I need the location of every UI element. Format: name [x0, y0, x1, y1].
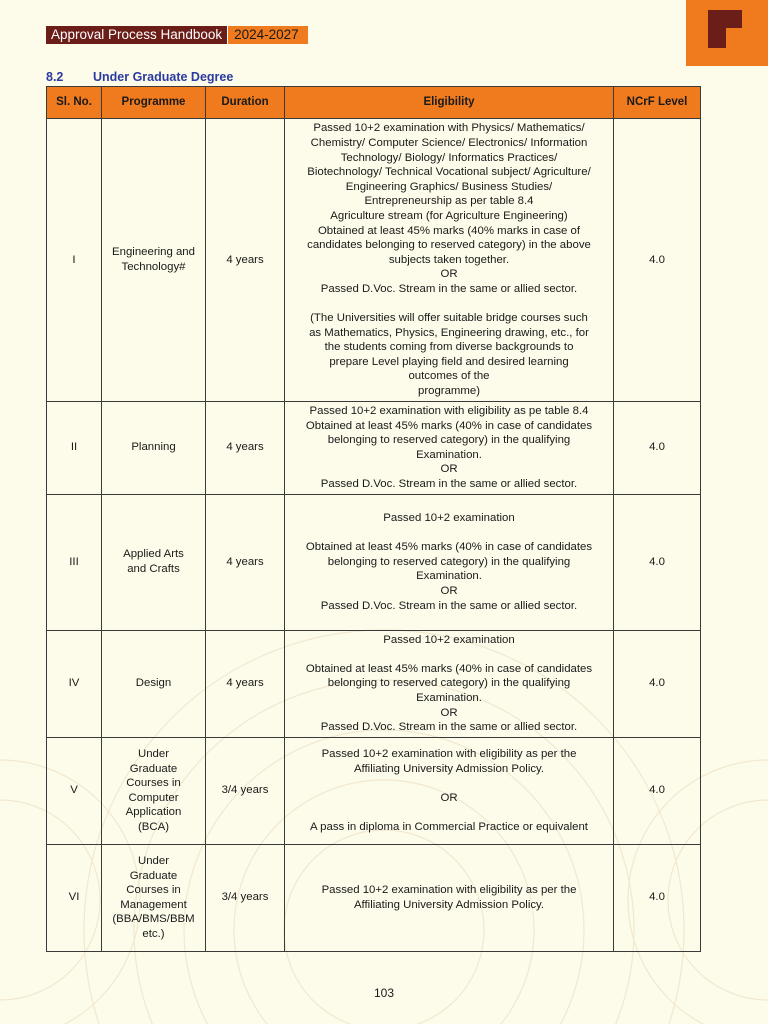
- cell-sl-no: II: [47, 402, 102, 495]
- col-header-eligibility: Eligibility: [285, 87, 614, 119]
- table-row: [47, 844, 701, 951]
- table-header-row: [47, 87, 701, 119]
- cell-eligibility: [285, 494, 614, 630]
- eligibility-line: Passed 10+2 examination with eligibility as per the: [321, 884, 577, 897]
- eligibility-line: the students coming from diverse backgrounds to: [324, 341, 574, 354]
- col-header-sl-no: Sl. No.: [47, 87, 102, 119]
- cell-ncrf-level: 4.0: [614, 630, 701, 737]
- eligibility-line: [289, 296, 609, 311]
- cell-eligibility: [285, 119, 614, 402]
- cell-ncrf-level: 4.0: [614, 844, 701, 951]
- col-header-programme: Programme: [102, 87, 206, 119]
- eligibility-line: Examination.: [416, 570, 482, 583]
- eligibility-line: Entrepreneurship as per table 8.4: [364, 195, 534, 208]
- programme-line: Under: [137, 854, 170, 867]
- eligibility-line: Obtained at least 45% marks (40% in case of candidates: [305, 541, 593, 554]
- programme-line: etc.): [142, 927, 165, 940]
- eligibility-line: Passed 10+2 examination with Physics/ Mathematics/: [313, 122, 585, 135]
- programme-line: Design: [135, 677, 172, 690]
- eligibility-line: OR: [440, 584, 458, 597]
- cell-eligibility: [285, 402, 614, 495]
- programme-line: Computer: [128, 791, 179, 804]
- cell-eligibility: [285, 844, 614, 951]
- programme-line: (BCA): [137, 820, 169, 833]
- cell-programme: [102, 402, 206, 495]
- eligibility-line: [289, 805, 609, 820]
- eligibility-line: belonging to reserved category) in the qualifying: [327, 434, 571, 447]
- cell-duration: 3/4 years: [206, 844, 285, 951]
- eligibility-line: programme): [417, 385, 481, 398]
- table-row: [47, 630, 701, 737]
- eligibility-line: [289, 526, 609, 541]
- eligibility-line: Chemistry/ Computer Science/ Electronics/ Information: [310, 136, 588, 149]
- handbook-year: 2024-2027: [227, 26, 308, 44]
- cell-ncrf-level: 4.0: [614, 402, 701, 495]
- eligibility-line: Biotechnology/ Technical Vocational subject/ Agriculture/: [307, 166, 591, 179]
- corner-logo-icon: [686, 0, 768, 66]
- eligibility-line: Technology/ Biology/ Informatics Practices/: [340, 151, 558, 164]
- handbook-header: [46, 26, 308, 44]
- handbook-title: Approval Process Handbook: [46, 26, 227, 44]
- eligibility-line: [289, 776, 609, 791]
- cell-sl-no: III: [47, 494, 102, 630]
- cell-programme: [102, 119, 206, 402]
- page-number: 103: [373, 986, 395, 1000]
- cell-programme: [102, 737, 206, 844]
- programme-line: Graduate: [129, 869, 178, 882]
- eligibility-line: Passed D.Voc. Stream in the same or allied sector.: [320, 721, 578, 734]
- eligibility-line: prepare Level playing field and desired learning: [329, 355, 569, 368]
- cell-ncrf-level: 4.0: [614, 494, 701, 630]
- eligibility-line: Passed D.Voc. Stream in the same or allied sector.: [320, 599, 578, 612]
- cell-sl-no: VI: [47, 844, 102, 951]
- eligibility-line: Passed 10+2 examination: [383, 633, 515, 646]
- eligibility-line: OR: [440, 463, 458, 476]
- cell-duration: 3/4 years: [206, 737, 285, 844]
- section-number: 8.2: [46, 70, 64, 84]
- programme-line: Management: [120, 898, 187, 911]
- cell-duration: 4 years: [206, 402, 285, 495]
- cell-sl-no: I: [47, 119, 102, 402]
- eligibility-line: as Mathematics, Physics, Engineering drawing, etc., for: [309, 326, 589, 339]
- eligibility-line: [289, 647, 609, 662]
- eligibility-line: Examination.: [416, 691, 482, 704]
- eligibility-line: OR: [440, 791, 458, 804]
- programme-line: Engineering and: [112, 246, 195, 259]
- cell-programme: [102, 630, 206, 737]
- eligibility-line: Obtained at least 45% marks (40% marks in case of: [317, 224, 581, 237]
- eligibility-line: Passed 10+2 examination: [383, 511, 515, 524]
- cell-eligibility: [285, 630, 614, 737]
- eligibility-line: Engineering Graphics/ Business Studies/: [345, 180, 553, 193]
- cell-programme: [102, 844, 206, 951]
- programme-line: Graduate: [129, 762, 178, 775]
- cell-ncrf-level: 4.0: [614, 119, 701, 402]
- programme-line: Application: [125, 806, 182, 819]
- cell-programme: [102, 494, 206, 630]
- eligibility-line: Obtained at least 45% marks (40% in case of candidates: [305, 662, 593, 675]
- cell-ncrf-level: 4.0: [614, 737, 701, 844]
- eligibility-line: (The Universities will offer suitable bridge courses such: [310, 312, 588, 325]
- programme-line: and Crafts: [127, 563, 180, 576]
- eligibility-line: Affiliating University Admission Policy.: [353, 898, 545, 911]
- eligibility-line: Agriculture stream (for Agriculture Engineering): [330, 209, 568, 222]
- section-heading: [46, 70, 233, 84]
- eligibility-line: Obtained at least 45% marks (40% in case of candidates: [305, 419, 593, 432]
- eligibility-line: outcomes of the: [408, 370, 490, 383]
- col-header-duration: Duration: [206, 87, 285, 119]
- table-row: [47, 402, 701, 495]
- eligibility-line: Passed D.Voc. Stream in the same or allied sector.: [320, 477, 578, 490]
- programme-line: Planning: [131, 441, 176, 454]
- table-row: [47, 737, 701, 844]
- eligibility-line: Passed D.Voc. Stream in the same or allied sector.: [320, 282, 578, 295]
- programme-line: Under: [137, 747, 170, 760]
- eligibility-table: [46, 86, 701, 952]
- eligibility-line: Examination.: [416, 448, 482, 461]
- programme-line: Courses in: [126, 777, 181, 790]
- eligibility-line: OR: [440, 268, 458, 281]
- eligibility-line: Affiliating University Admission Policy.: [353, 762, 545, 775]
- programme-line: Technology#: [121, 261, 186, 273]
- eligibility-line: Passed 10+2 examination with eligibility as pe table 8.4: [309, 405, 589, 417]
- eligibility-line: candidates belonging to reserved category) in the above: [307, 239, 591, 252]
- section-title: Under Graduate Degree: [93, 70, 234, 84]
- eligibility-line: subjects taken together.: [388, 253, 510, 266]
- cell-duration: 4 years: [206, 630, 285, 737]
- programme-line: (BBA/BMS/BBM: [112, 913, 195, 926]
- table-row: [47, 119, 701, 402]
- cell-sl-no: IV: [47, 630, 102, 737]
- eligibility-line: belonging to reserved category) in the qualifying: [327, 677, 571, 690]
- eligibility-line: A pass in diploma in Commercial Practice or equivalent: [310, 820, 588, 833]
- eligibility-line: OR: [440, 706, 458, 719]
- eligibility-line: belonging to reserved category) in the qualifying: [327, 555, 571, 568]
- programme-line: Courses in: [126, 884, 181, 897]
- table-row: [47, 494, 701, 630]
- col-header-ncrf-level: NCrF Level: [614, 87, 701, 119]
- programme-line: Applied Arts: [123, 548, 184, 561]
- eligibility-line: Passed 10+2 examination with eligibility as per the: [321, 747, 577, 760]
- cell-duration: 4 years: [206, 119, 285, 402]
- cell-duration: 4 years: [206, 494, 285, 630]
- cell-sl-no: V: [47, 737, 102, 844]
- cell-eligibility: [285, 737, 614, 844]
